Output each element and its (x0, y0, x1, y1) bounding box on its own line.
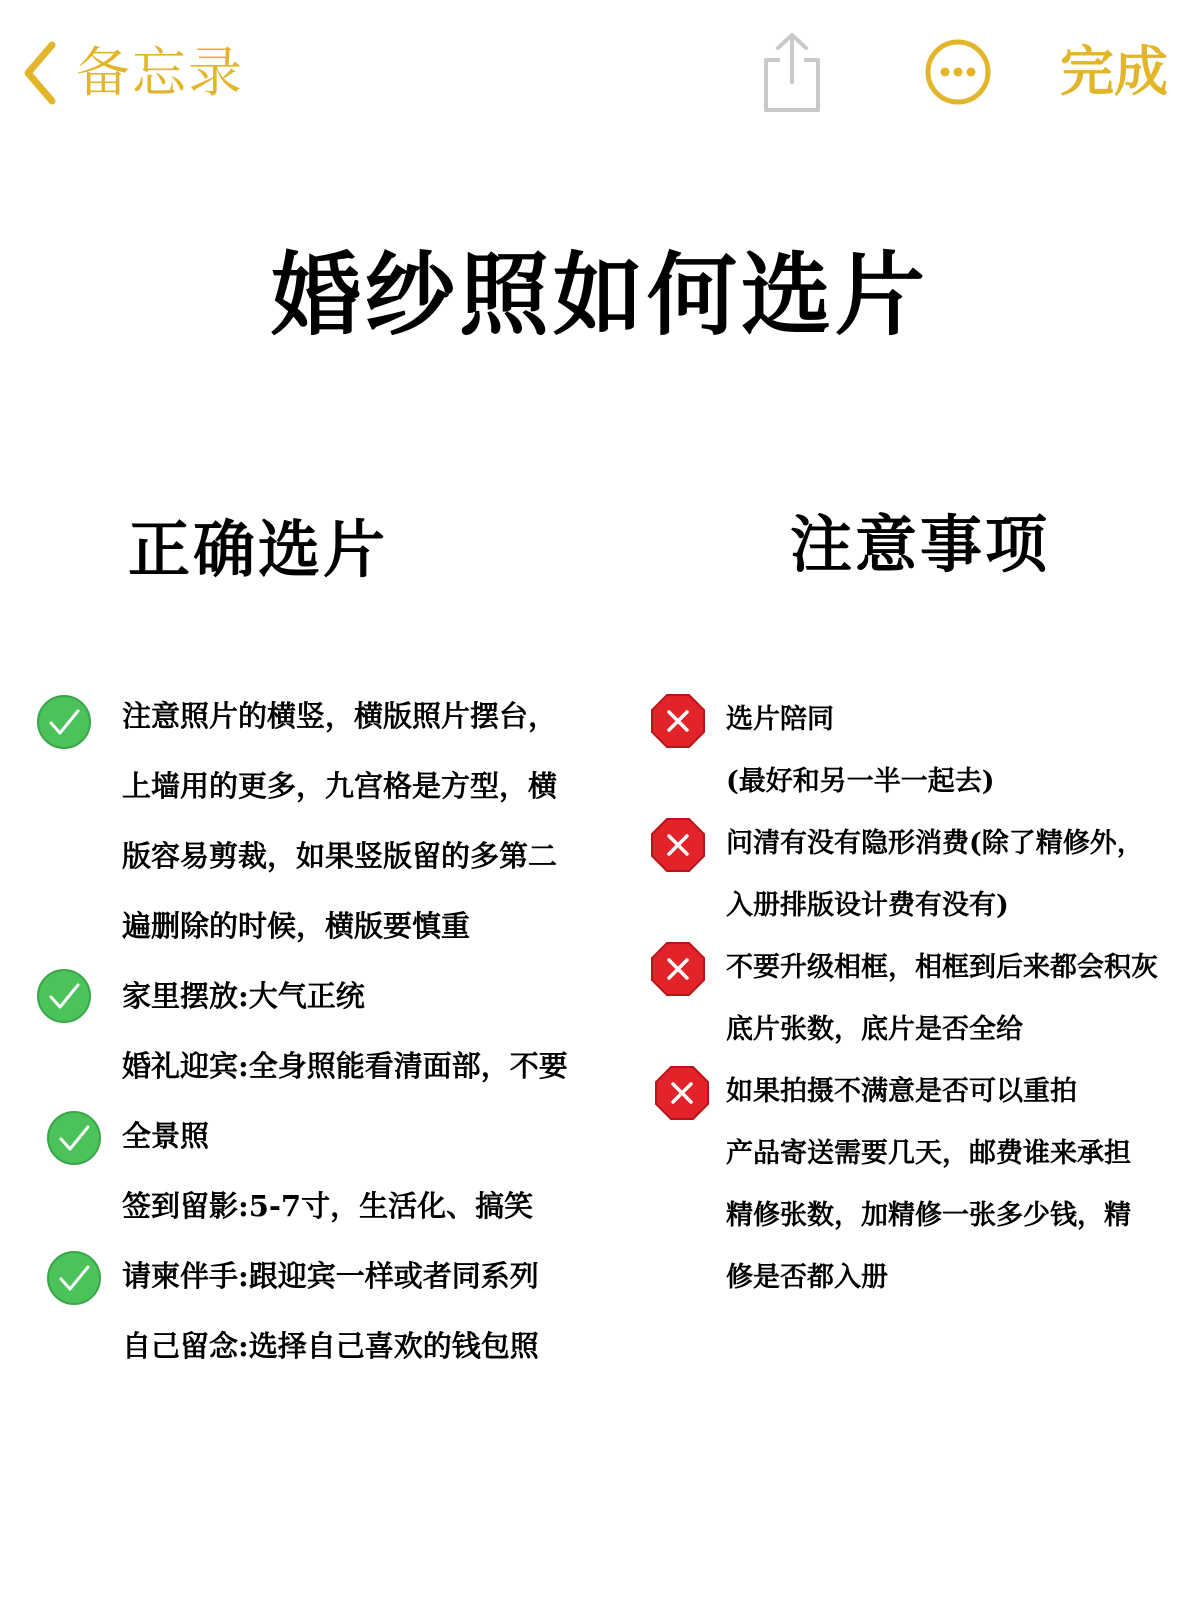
cross-icon (654, 1065, 710, 1121)
note-title: 婚纱照如何选片 (271, 242, 929, 348)
back-button[interactable] (20, 38, 244, 108)
left-line: 签到留影:5-7寸，生活化、搞笑 (122, 1189, 534, 1223)
right-line: 如果拍摄不满意是否可以重拍 (726, 1076, 1077, 1107)
cross-icon (650, 941, 706, 997)
left-line: 自己留念:选择自己喜欢的钱包照 (122, 1329, 539, 1363)
more-button[interactable] (924, 38, 992, 106)
right-line: 精修张数，加精修一张多少钱，精 (726, 1200, 1131, 1231)
right-line: (最好和另一半一起去) (726, 766, 995, 797)
right-line: 问清有没有隐形消费(除了精修外， (726, 828, 1144, 859)
left-line: 上墙用的更多，九宫格是方型，横 (122, 769, 558, 803)
chevron-left-icon (20, 40, 58, 106)
left-line: 家里摆放:大气正统 (122, 979, 365, 1013)
check-icon (36, 694, 92, 750)
navigation-bar (0, 0, 1200, 150)
done-button[interactable]: 完成 (1060, 40, 1168, 103)
cross-icon (650, 693, 706, 749)
left-line: 请柬伴手:跟迎宾一样或者同系列 (122, 1259, 539, 1293)
right-line: 不要升级相框，相框到后来都会积灰 (726, 952, 1158, 983)
left-line: 全景照 (122, 1119, 210, 1153)
left-line: 遍删除的时候，横版要慎重 (122, 909, 471, 943)
left-line: 版容易剪裁，如果竖版留的多第二 (122, 839, 558, 873)
left-line: 婚礼迎宾:全身照能看清面部，不要 (122, 1049, 568, 1083)
more-icon (924, 38, 992, 106)
cross-icon (650, 817, 706, 873)
right-line: 修是否都入册 (726, 1262, 888, 1293)
right-line: 产品寄送需要几天，邮费谁来承担 (726, 1138, 1131, 1169)
left-line: 注意照片的横竖，横版照片摆台， (122, 699, 558, 733)
right-line: 选片陪同 (726, 704, 834, 735)
share-icon (760, 30, 824, 114)
check-icon (46, 1250, 102, 1306)
right-line: 底片张数，底片是否全给 (726, 1014, 1023, 1045)
right-column-heading: 注意事项 (790, 508, 1051, 581)
check-icon (36, 968, 92, 1024)
back-label: 备忘录 (76, 41, 244, 104)
share-button[interactable] (760, 30, 824, 114)
check-icon (46, 1110, 102, 1166)
right-line: 入册排版设计费有没有) (726, 890, 1009, 921)
left-column-heading: 正确选片 (128, 513, 389, 586)
